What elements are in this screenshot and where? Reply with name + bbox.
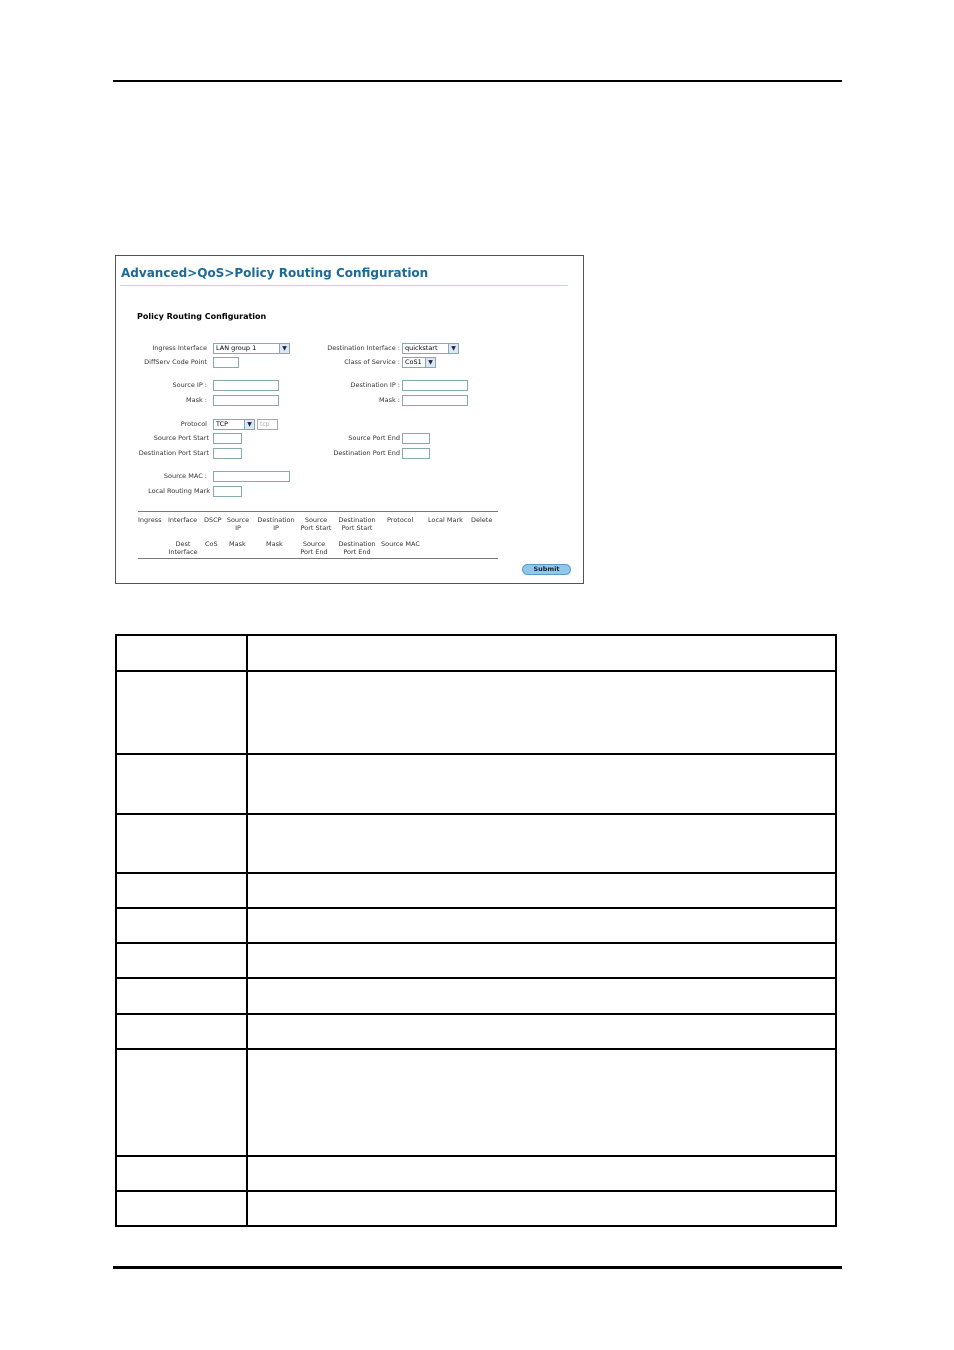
source-port-end-label: Source Port End [348,434,400,442]
protocol-text-input[interactable]: tcp [257,419,278,430]
col-protocol: Protocol [387,516,414,524]
destination-interface-label: Destination Interface : [327,344,400,352]
col-source-mac: Source MAC [381,540,420,548]
destination-port-end-label: Destination Port End [333,449,400,457]
chevron-down-icon: ▼ [425,358,435,367]
table-row [116,978,836,1014]
policy-routing-screenshot [115,255,584,584]
chevron-down-icon: ▼ [279,344,289,353]
footer-rule [113,1266,842,1269]
protocol-label: Protocol [180,420,207,428]
submit-button[interactable]: Submit [522,564,571,575]
col-dest-interface: Dest Interface [168,540,198,556]
col-source-mask: Mask [229,540,246,548]
destination-ip-input[interactable] [402,380,468,391]
header-rule [113,80,842,82]
col-destination-port-end: Destination Port End [338,540,376,556]
source-ip-input[interactable] [213,380,279,391]
diffserv-label: DiffServ Code Point [144,358,207,366]
destination-interface-select[interactable]: quickstart ▼ [402,343,459,354]
protocol-select[interactable]: TCP ▼ [213,419,255,430]
destination-mask-input[interactable] [402,395,468,406]
table-row [116,1049,836,1156]
source-port-start-label: Source Port Start [153,434,209,442]
col-source-ip: Source IP [226,516,250,532]
destination-port-start-input[interactable] [213,448,242,459]
ingress-interface-select[interactable]: LAN group 1 ▼ [213,343,290,354]
col-source-port-end: Source Port End [300,540,328,556]
col-local-mark: Local Mark [428,516,463,524]
table-top-rule [138,511,498,512]
source-mac-label: Source MAC : [163,472,207,480]
class-of-service-label: Class of Service : [344,358,400,366]
col-delete: Delete [471,516,493,524]
table-row [116,1191,836,1226]
chevron-down-icon: ▼ [244,420,254,429]
table-row [116,754,836,814]
col-dscp: DSCP [204,516,222,524]
table-row [116,908,836,943]
source-port-end-input[interactable] [402,433,430,444]
local-routing-mark-label: Local Routing Mark [148,487,210,495]
diffserv-input[interactable] [213,357,239,368]
table-bottom-rule [138,558,498,559]
table-row [116,814,836,873]
source-port-start-input[interactable] [213,433,242,444]
title-divider [120,285,568,286]
section-title: Policy Routing Configuration [137,312,267,321]
col-ingress: Ingress [138,516,162,524]
col-destination-ip: Destination IP [257,516,295,532]
page-breadcrumb: Advanced>QoS>Policy Routing Configuration [121,266,429,280]
table-row [116,1156,836,1191]
table-row [116,1014,836,1049]
table-row [116,671,836,754]
col-destination-mask: Mask [266,540,283,548]
destination-mask-label: Mask : [379,396,400,404]
source-ip-label: Source IP : [172,381,207,389]
table-row [116,873,836,908]
table-row [116,943,836,978]
local-routing-mark-input[interactable] [213,486,242,497]
ingress-interface-label: Ingress Interface [152,344,207,352]
chevron-down-icon: ▼ [448,344,458,353]
destination-port-end-input[interactable] [402,448,430,459]
col-cos: CoS [205,540,218,548]
source-mask-label: Mask : [186,396,207,404]
destination-ip-label: Destination IP : [350,381,400,389]
description-table [115,634,837,1227]
class-of-service-select[interactable]: CoS1 ▼ [402,357,436,368]
destination-port-start-label: Destination Port Start [138,449,209,457]
table-row [116,635,836,671]
source-mac-input[interactable] [213,471,290,482]
col-interface: Interface [168,516,198,524]
col-destination-port-start: Destination Port Start [338,516,376,532]
source-mask-input[interactable] [213,395,279,406]
col-source-port-start: Source Port Start [300,516,332,532]
